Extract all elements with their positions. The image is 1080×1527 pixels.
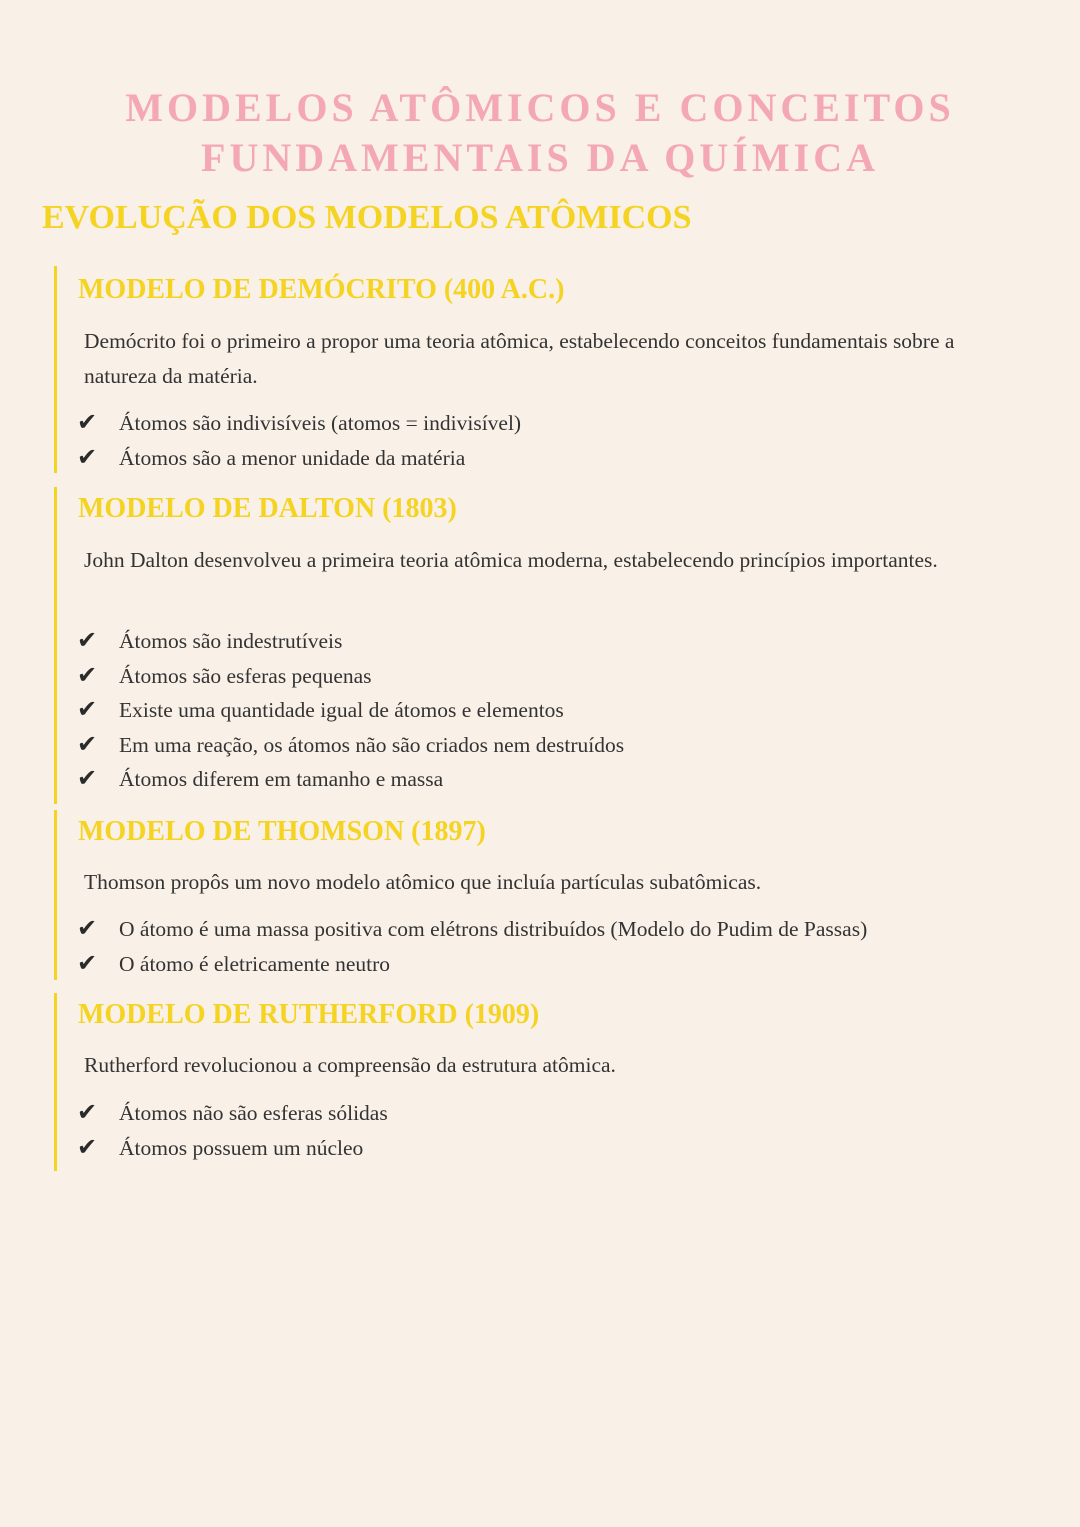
page-title bbox=[0, 83, 1080, 183]
list-item bbox=[77, 692, 624, 727]
list-item-text: Átomos possuem um núcleo bbox=[119, 1135, 364, 1160]
bullet-list bbox=[77, 911, 867, 980]
list-item-text: Átomos são esferas pequenas bbox=[119, 663, 372, 688]
list-item bbox=[77, 440, 521, 475]
check-icon: ✔ bbox=[77, 1098, 98, 1126]
list-item bbox=[77, 946, 867, 981]
page-title-line-1: MODELOS ATÔMICOS E CONCEITOS bbox=[125, 84, 955, 130]
model-thomson bbox=[54, 810, 1034, 980]
list-item bbox=[77, 727, 624, 762]
model-title: MODELO DE RUTHERFORD (1909) bbox=[78, 999, 540, 1030]
check-icon: ✔ bbox=[77, 914, 98, 942]
list-item-text: Átomos diferem em tamanho e massa bbox=[119, 767, 444, 791]
list-item bbox=[77, 911, 867, 946]
model-description: Rutherford revolucionou a compreensão da estrutura atômica. bbox=[84, 1053, 616, 1077]
check-icon: ✔ bbox=[77, 729, 98, 758]
list-item-text: Em uma reação, os átomos não são criados nem destruídos bbox=[119, 732, 625, 757]
page-title-line-2: FUNDAMENTAIS DA QUÍMICA bbox=[201, 134, 879, 180]
list-item bbox=[77, 405, 521, 440]
bullet-list bbox=[77, 623, 624, 796]
bullet-list bbox=[77, 1095, 388, 1164]
list-item-text: Átomos são indivisíveis (atomos = indivisível) bbox=[119, 411, 522, 435]
list-item bbox=[77, 658, 624, 693]
list-item bbox=[77, 623, 624, 658]
model-rutherford bbox=[54, 993, 1034, 1171]
check-icon: ✔ bbox=[77, 408, 98, 436]
section-heading: EVOLUÇÃO DOS MODELOS ATÔMICOS bbox=[42, 199, 692, 236]
list-item-text: Átomos são a menor unidade da matéria bbox=[119, 445, 466, 470]
check-icon: ✔ bbox=[77, 660, 98, 689]
check-icon: ✔ bbox=[77, 626, 98, 654]
model-democritus bbox=[54, 266, 1034, 473]
list-item bbox=[77, 1130, 388, 1165]
check-icon: ✔ bbox=[77, 442, 98, 471]
list-item-text: Existe uma quantidade igual de átomos e elementos bbox=[119, 698, 564, 722]
model-description: Demócrito foi o primeiro a propor uma teoria atômica, estabelecendo conceitos fundamentais sobre a natureza da matéria. bbox=[84, 329, 955, 388]
model-title: MODELO DE DEMÓCRITO (400 A.C.) bbox=[78, 274, 565, 305]
check-icon: ✔ bbox=[77, 764, 98, 792]
model-description: Thomson propôs um novo modelo atômico que incluía partículas subatômicas. bbox=[84, 870, 762, 894]
list-item bbox=[77, 1095, 388, 1130]
bullet-list bbox=[77, 405, 521, 474]
list-item-text: Átomos não são esferas sólidas bbox=[119, 1101, 388, 1125]
model-title: MODELO DE DALTON (1803) bbox=[78, 493, 457, 524]
list-item-text: O átomo é uma massa positiva com elétrons distribuídos (Modelo do Pudim de Passas) bbox=[119, 917, 868, 941]
model-description: John Dalton desenvolveu a primeira teoria atômica moderna, estabelecendo princípios importantes. bbox=[84, 548, 938, 572]
check-icon: ✔ bbox=[77, 1132, 98, 1161]
check-icon: ✔ bbox=[77, 948, 98, 977]
list-item-text: Átomos são indestrutíveis bbox=[119, 629, 343, 653]
model-dalton bbox=[54, 487, 1034, 804]
list-item-text: O átomo é eletricamente neutro bbox=[119, 951, 391, 976]
model-title: MODELO DE THOMSON (1897) bbox=[78, 816, 486, 847]
list-item bbox=[77, 761, 624, 796]
check-icon: ✔ bbox=[77, 695, 98, 723]
